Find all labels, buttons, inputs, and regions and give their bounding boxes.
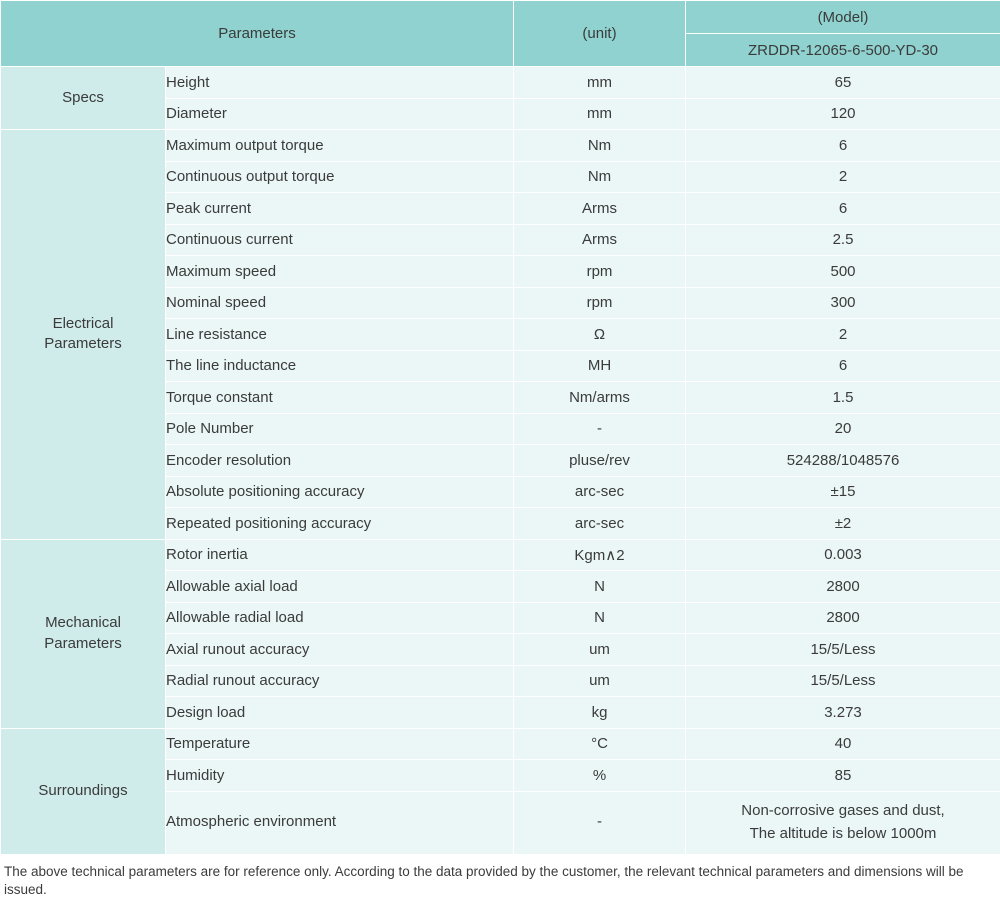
param-value: ±15 (686, 476, 1000, 508)
param-unit: um (514, 634, 686, 666)
group-label-line2: Parameters (44, 635, 122, 652)
param-label: Rotor inertia (166, 539, 514, 571)
param-label: Peak current (166, 193, 514, 225)
param-label: Allowable axial load (166, 571, 514, 603)
param-label: Pole Number (166, 413, 514, 445)
param-label: Radial runout accuracy (166, 665, 514, 697)
param-label: Maximum output torque (166, 130, 514, 162)
param-label: Atmospheric environment (166, 791, 514, 854)
param-value: 2 (686, 319, 1000, 351)
param-label: Temperature (166, 728, 514, 760)
param-label: Design load (166, 697, 514, 729)
param-unit: Nm/arms (514, 382, 686, 414)
param-unit: kg (514, 697, 686, 729)
table-row (1, 539, 1000, 571)
header-model: (Model) (686, 1, 1000, 34)
param-label: Height (166, 67, 514, 99)
param-value: 15/5/Less (686, 665, 1000, 697)
param-label: Allowable radial load (166, 602, 514, 634)
param-value: 2800 (686, 571, 1000, 603)
table-row (1, 728, 1000, 760)
header-unit: (unit) (514, 1, 686, 67)
param-label: Repeated positioning accuracy (166, 508, 514, 540)
param-unit: mm (514, 67, 686, 99)
param-value: 2 (686, 161, 1000, 193)
param-unit: MH (514, 350, 686, 382)
param-label: Nominal speed (166, 287, 514, 319)
param-unit: % (514, 760, 686, 792)
param-value-line2: The altitude is below 1000m (750, 825, 937, 842)
param-label: Absolute positioning accuracy (166, 476, 514, 508)
header-model-value: ZRDDR-12065-6-500-YD-30 (686, 34, 1000, 67)
table-header-row (1, 1, 1000, 34)
param-value: 65 (686, 67, 1000, 99)
group-label-specs: Specs (1, 67, 166, 130)
header-parameters: Parameters (1, 1, 514, 67)
param-label: Encoder resolution (166, 445, 514, 477)
group-label-electrical-parameters (1, 130, 166, 540)
param-label: Line resistance (166, 319, 514, 351)
param-value: 120 (686, 98, 1000, 130)
param-unit: Ω (514, 319, 686, 351)
param-unit: °C (514, 728, 686, 760)
param-value: 3.273 (686, 697, 1000, 729)
param-label: The line inductance (166, 350, 514, 382)
param-unit: Arms (514, 224, 686, 256)
param-unit: - (514, 791, 686, 854)
param-value: 6 (686, 350, 1000, 382)
param-unit: rpm (514, 256, 686, 288)
param-value: 15/5/Less (686, 634, 1000, 666)
param-label: Continuous current (166, 224, 514, 256)
param-value: 300 (686, 287, 1000, 319)
param-unit: pluse/rev (514, 445, 686, 477)
param-value: 6 (686, 193, 1000, 225)
param-unit: rpm (514, 287, 686, 319)
group-label-line1: Mechanical (45, 614, 121, 631)
param-unit: - (514, 413, 686, 445)
group-label-line2: Parameters (44, 335, 122, 352)
param-label: Continuous output torque (166, 161, 514, 193)
param-label: Maximum speed (166, 256, 514, 288)
param-unit: Nm (514, 161, 686, 193)
param-unit: Nm (514, 130, 686, 162)
param-value: 1.5 (686, 382, 1000, 414)
group-label-mechanical-parameters (1, 539, 166, 728)
param-value: 20 (686, 413, 1000, 445)
group-label-line1: Electrical (53, 315, 114, 332)
param-value: 6 (686, 130, 1000, 162)
param-value: 0.003 (686, 539, 1000, 571)
param-value-line1: Non-corrosive gases and dust, (741, 802, 944, 819)
param-unit: N (514, 602, 686, 634)
param-value: 85 (686, 760, 1000, 792)
param-unit: Arms (514, 193, 686, 225)
param-value: 40 (686, 728, 1000, 760)
param-value: 524288/1048576 (686, 445, 1000, 477)
param-unit: um (514, 665, 686, 697)
param-label: Humidity (166, 760, 514, 792)
param-unit: N (514, 571, 686, 603)
param-label: Diameter (166, 98, 514, 130)
param-value (686, 791, 1000, 854)
table-row (1, 67, 1000, 99)
table-row (1, 130, 1000, 162)
param-label: Axial runout accuracy (166, 634, 514, 666)
param-unit: Kgm∧2 (514, 539, 686, 571)
param-unit: arc-sec (514, 508, 686, 540)
param-unit: arc-sec (514, 476, 686, 508)
param-label: Torque constant (166, 382, 514, 414)
footnote: The above technical parameters are for reference only. According to the data provided by the customer, the relevant technical parameters and dimensions will be issued. (0, 855, 1000, 900)
param-value: 500 (686, 256, 1000, 288)
group-label-surroundings: Surroundings (1, 728, 166, 854)
param-unit: mm (514, 98, 686, 130)
param-value: 2800 (686, 602, 1000, 634)
param-value: ±2 (686, 508, 1000, 540)
param-value: 2.5 (686, 224, 1000, 256)
